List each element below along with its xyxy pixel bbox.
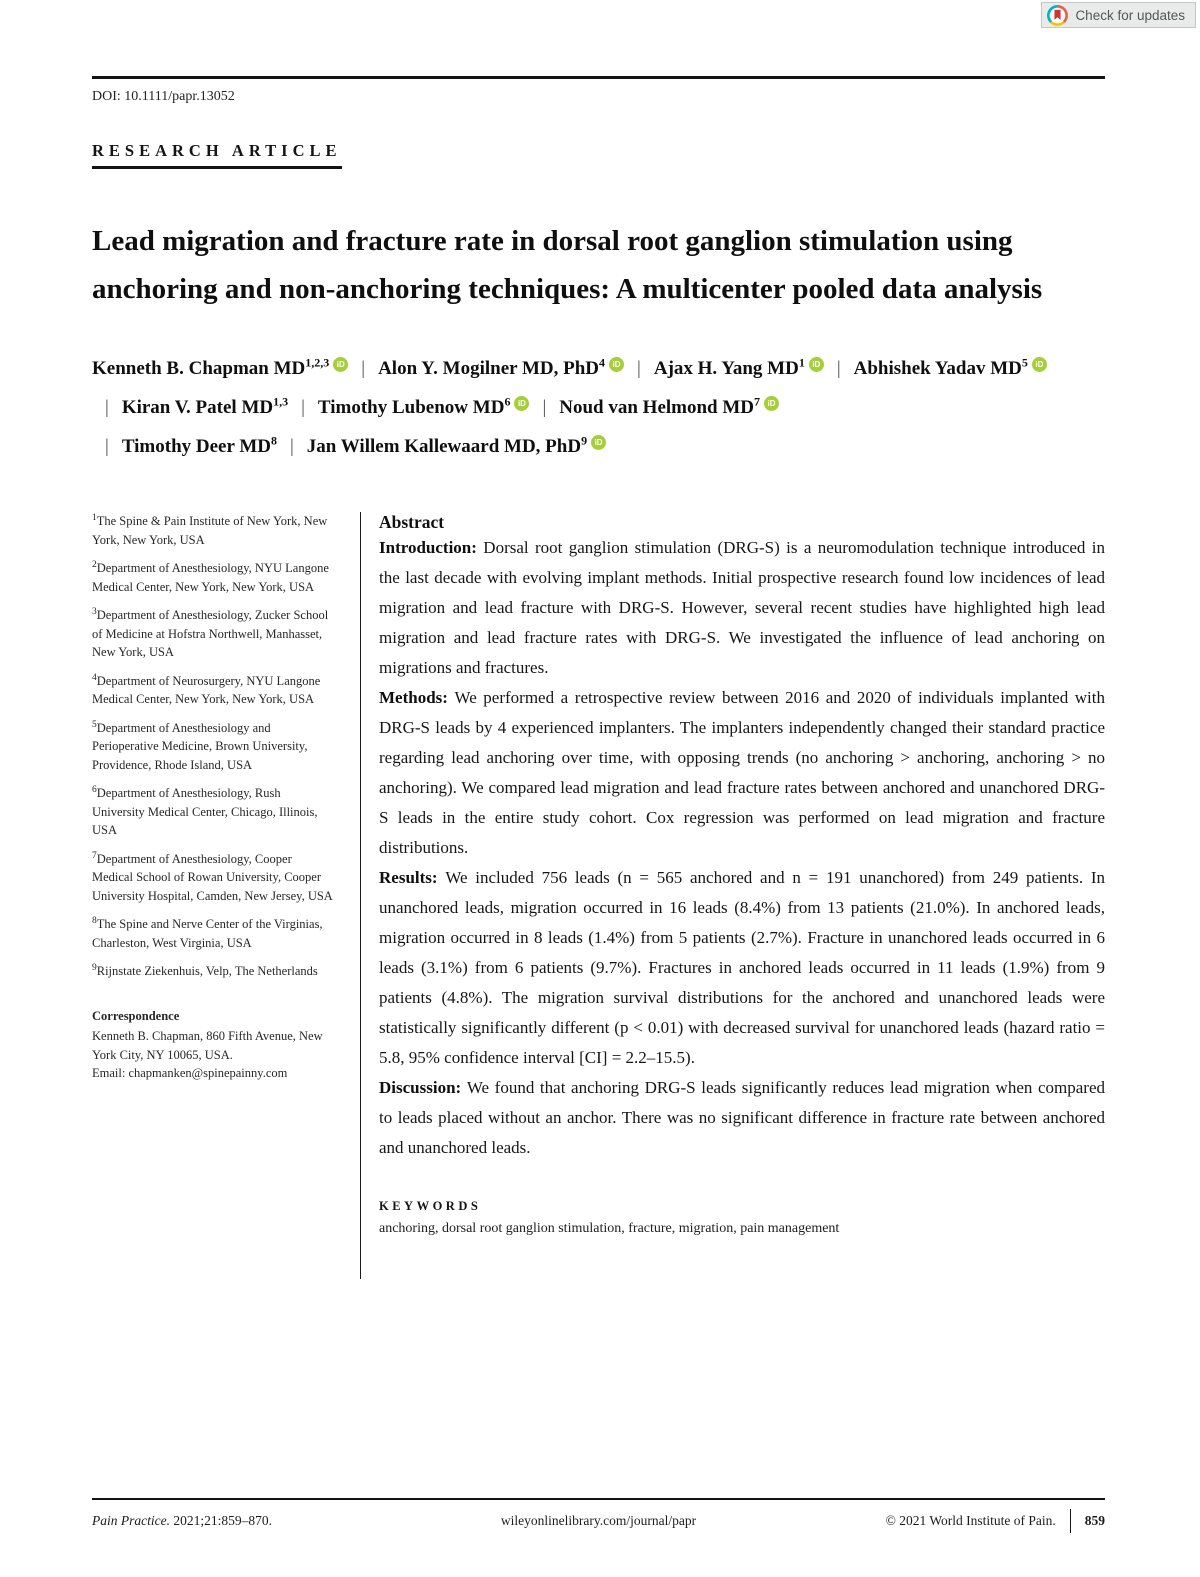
keywords-section xyxy=(379,1199,1105,1237)
author-name: Abhishek Yadav $MD^5$ iD xyxy=(854,358,1047,379)
page-title: Lead migration and fracture rate in dorsal root ganglion stimulation using anchoring and non-anchoring techniques: A multicenter pooled data analysis xyxy=(92,225,1043,305)
orcid-icon[interactable]: iD xyxy=(764,396,779,411)
abstract-heading: Abstract xyxy=(379,512,445,532)
author-separator: | xyxy=(105,436,109,457)
author-affiliation-sup: 4 xyxy=(599,355,606,370)
page-number: 859 xyxy=(1084,1513,1105,1528)
orcid-icon[interactable]: iD xyxy=(809,357,824,372)
author-affiliation-sup: 1 xyxy=(798,355,805,370)
two-column-area xyxy=(92,512,1105,1279)
abstract-paragraph: Discussion: We found that anchoring DRG-S leads significantly reduces lead migration when compared to leads placed without an anchor. There was no significant difference in fracture rate between anchored and unanchored leads. xyxy=(379,1078,1106,1157)
author-separator: | xyxy=(836,358,841,379)
affiliation-item: $^7$Department of Anesthesiology, Cooper Medical School of Rowan University, Cooper University Hospital, Camden, New Jersey, USA xyxy=(92,850,333,903)
author-name: Ajax H. Yang $MD^1$ iD xyxy=(654,358,824,379)
correspondence-line: Email: chapmanken@spinepainny.com xyxy=(92,1066,288,1080)
author-name: Kenneth B. Chapman MD$^{1,2,3}$ iD xyxy=(92,358,348,379)
abstract-paragraph: Introduction: Dorsal root ganglion stimulation (DRG-S) is a neuromodulation technique introduced in the last decade with evolving implant methods. Initial prospective research found low incidences of lead migration and lead fracture with DRG-S. However, several recent studies have highlighted high lead migration and lead fracture rates with DRG-S. We investigated the influence of lead anchoring on migrations and fractures. xyxy=(379,538,1105,677)
author-name: Noud van Helmond $MD^7$ iD xyxy=(559,397,779,418)
author-affiliation-sup: 6 xyxy=(504,394,511,409)
journal-name: Pain Practice. xyxy=(92,1513,170,1528)
keywords-text: anchoring, dorsal root ganglion stimulation, fracture, migration, pain management xyxy=(379,1221,840,1236)
correspondence-line: Kenneth B. Chapman, 860 Fifth Avenue, New York City, NY 10065, USA. xyxy=(92,1029,323,1062)
correspondence-lines xyxy=(92,1027,334,1083)
abstract-paragraph: Results: We included 756 leads (n = 565 anchored and n = 191 unanchored) from 249 patients. In unanchored leads, migration occurred in 16 leads (8.4%) from 13 patients (21.0%). In anchored leads, migration occurred in 8 leads (1.4%) from 5 patients (2.7%). Fracture in unanchored leads occurred in 6 leads (3.1%) from 6 patients (9.7%). Fractures in anchored leads occurred in 11 leads (1.9%) from 9 patients (4.8%). The migration survival distributions for the anchored and unanchored leads were statistically significantly different (p < 0.01) with decreased survival for unanchored leads (hazard ratio = 5.8, 95% confidence interval [CI] = 2.2–15.5). xyxy=(379,868,1105,1067)
affiliation-list xyxy=(92,512,334,981)
abstract-section-label: Results: xyxy=(379,868,446,887)
page-footer xyxy=(92,1498,1105,1533)
footer-rule xyxy=(92,1498,1105,1500)
author-list xyxy=(92,349,1105,466)
author-name: Kiran V. Patel MD$^{1,3}$ xyxy=(121,394,289,418)
author-affiliation-sup: 1,3 xyxy=(273,394,289,409)
citation-text: 2021;21:859–870. xyxy=(173,1513,272,1528)
author-separator: | xyxy=(105,397,109,418)
author-separator: | xyxy=(301,397,305,418)
author-affiliation-sup: 5 xyxy=(1021,355,1028,370)
author-affiliation-sup: 9 xyxy=(581,433,588,448)
author-name: Jan Willem Kallewaard MD, PhD$^9$ iD xyxy=(307,436,606,457)
journal-url: wileyonlinelibrary.com/journal/papr xyxy=(500,1513,697,1528)
author-separator: | xyxy=(289,436,294,457)
author-affiliation-sup: 1,2,3 xyxy=(305,355,330,370)
author-affiliation-sup: 7 xyxy=(754,394,761,409)
badge-label: Check for updates xyxy=(1075,7,1185,23)
orcid-icon[interactable]: iD xyxy=(609,357,624,372)
orcid-icon[interactable]: iD xyxy=(1032,357,1047,372)
header-rule xyxy=(92,76,1105,79)
author-separator: | xyxy=(542,397,547,418)
orcid-icon[interactable]: iD xyxy=(514,396,529,411)
footer-divider xyxy=(1070,1509,1071,1533)
affiliation-item: $^2$Department of Anesthesiology, NYU Langone Medical Center, New York, New York, USA xyxy=(92,559,329,594)
keywords-heading: KEYWORDS xyxy=(379,1199,482,1213)
orcid-icon[interactable]: iD xyxy=(333,357,348,372)
affiliation-item: $^9$Rijnstate Ziekenhuis, Velp, The Netherlands xyxy=(92,962,318,978)
correspondence-heading: Correspondence xyxy=(92,1008,180,1023)
abstract-sections xyxy=(379,533,1105,1163)
author-name: Timothy Deer $MD^8$ xyxy=(121,433,277,457)
abstract-section-label: Discussion: xyxy=(379,1078,467,1097)
check-for-updates-badge[interactable] xyxy=(1041,2,1196,28)
author-affiliation-sup: 8 xyxy=(270,433,277,448)
author-name: Timothy Lubenow $MD^6$ iD xyxy=(318,397,530,418)
abstract-column xyxy=(360,512,1105,1279)
crossmark-icon xyxy=(1047,5,1068,26)
affiliations-column xyxy=(92,512,360,1279)
journal-citation xyxy=(92,1513,412,1529)
abstract-section-label: Methods: xyxy=(379,688,455,707)
abstract-paragraph: Methods: We performed a retrospective review between 2016 and 2020 of individuals implanted with DRG-S leads by 4 experienced implanters. The implanters independently changed their standard practice regarding lead anchoring over time, with opposing trends (no anchoring > anchoring, anchoring > no anchoring). We compared lead migration and lead fracture rates between anchored and unanchored DRG-S leads in the entire study cohort. Cox regression was performed on lead migration and fracture distributions. xyxy=(379,688,1105,857)
affiliation-item: $^4$Department of Neurosurgery, NYU Langone Medical Center, New York, New York, USA xyxy=(92,672,321,706)
copyright-text: © 2021 World Institute of Pain. xyxy=(885,1513,1056,1528)
affiliation-item: $^8$The Spine and Nerve Center of the Virginias, Charleston, West Virginia, USA xyxy=(92,915,323,950)
doi-text: DOI: 10.1111/papr.13052 xyxy=(92,89,235,104)
author-separator: | xyxy=(637,358,641,379)
affiliation-item: $^3$Department of Anesthesiology, Zucker School of Medicine at Hofstra Northwell, Manhasset, New York, USA xyxy=(92,606,329,659)
affiliation-item: $^6$Department of Anesthesiology, Rush University Medical Center, Chicago, Illinois, USA xyxy=(92,784,318,837)
article-type-label: RESEARCH ARTICLE xyxy=(92,141,342,169)
orcid-icon[interactable]: iD xyxy=(591,435,606,450)
abstract-section-label: Introduction: xyxy=(379,538,484,557)
author-separator: | xyxy=(361,358,366,379)
author-name: Alon Y. Mogilner MD, PhD$^4$ iD xyxy=(378,358,624,379)
affiliation-item: $^1$The Spine & Pain Institute of New York, New York, New York, USA xyxy=(92,512,328,547)
affiliation-item: $^5$Department of Anesthesiology and Perioperative Medicine, Brown University, Providence, Rhode Island, USA xyxy=(92,719,308,772)
